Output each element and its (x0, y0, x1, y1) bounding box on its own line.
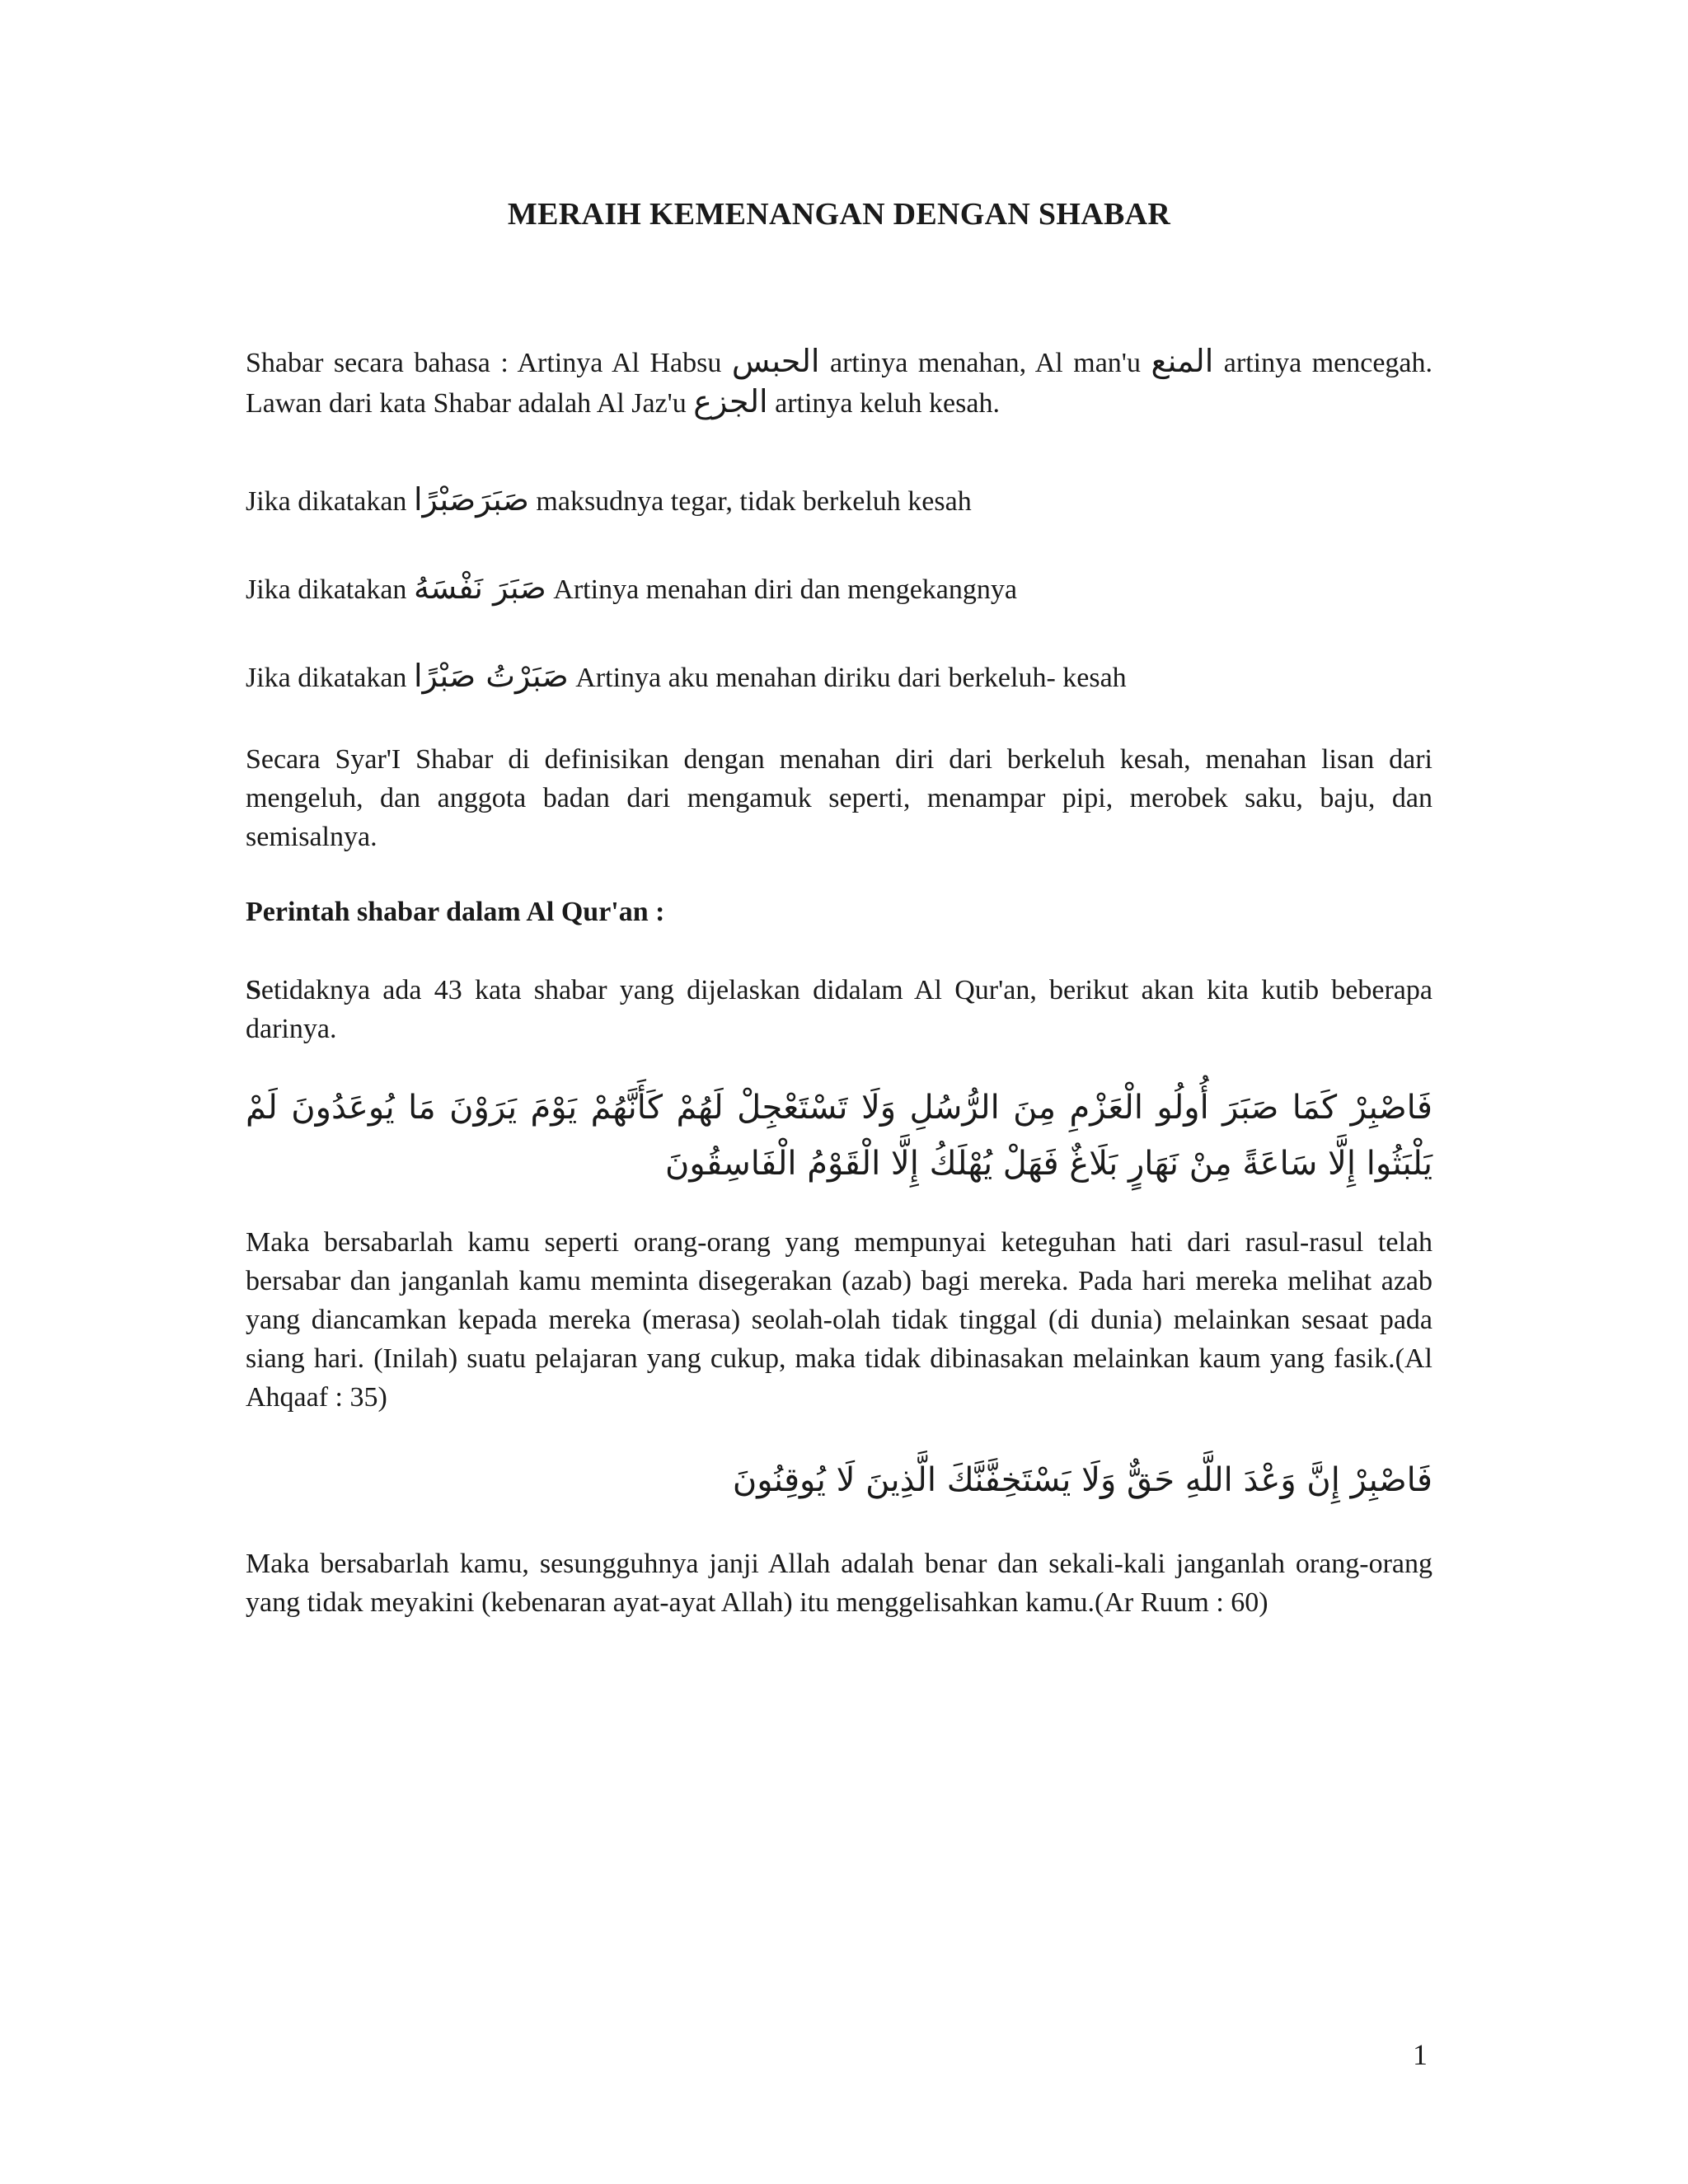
translation-ar-ruum: Maka bersabarlah kamu, sesungguhnya janji Allah adalah benar dan sekali-kali janganlah orang-orang yang tidak meyakini (kebenaran ayat-ayat Allah) itu menggelisahkan kamu.(Ar Ruum : 60) (246, 1549, 1432, 1618)
drop-letter: S (246, 975, 261, 1005)
line-jika-3 (246, 657, 1432, 697)
text-run: Jika dikatakan (246, 663, 414, 693)
line-jika-2 (246, 569, 1432, 609)
arabic-verse-al-ahqaaf: فَاصْبِرْ كَمَا صَبَرَ أُولُو الْعَزْمِ مِنَ الرُّسُلِ وَلَا تَسْتَعْجِلْ لَهُمْ كَأَنَّهُمْ يَوْمَ يَرَوْنَ مَا يُوعَدُونَ لَمْ يَلْبَثُوا إِلَّا سَاعَةً مِنْ نَهَارٍ بَلَاغٌ فَهَلْ يُهْلَكُ إِلَّا الْقَوْمُ الْفَاسِقُونَ (246, 1089, 1432, 1183)
arabic-term-almanu: المنع (1151, 343, 1214, 379)
arabic-verse-ar-ruum: فَاصْبِرْ إِنَّ وَعْدَ اللَّهِ حَقٌّ وَلَا يَسْتَخِفَّنَّكَ الَّذِينَ لَا يُوقِنُونَ (732, 1461, 1432, 1499)
text-run: Artinya menahan diri dan mengekangnya (546, 574, 1017, 605)
translation-al-ahqaaf: Maka bersabarlah kamu seperti orang-orang yang mempunyai keteguhan hati dari rasul-rasul telah bersabar dan janganlah kamu meminta disegerakan (azab) bagi mereka. Pada hari mereka melihat azab yang diancamkan kepada mereka (merasa) seolah-olah tidak tinggal (di dunia) melainkan sesaat pada siang hari. (Inilah) suatu pelajaran yang cukup, maka tidak dibinasakan melainkan kaum yang fasik.(Al Ahqaaf : 35) (246, 1227, 1432, 1413)
text-run: maksudnya tegar, tidak berkeluh kesah (528, 486, 972, 517)
text-run: Jika dikatakan (246, 574, 414, 605)
text-run: Shabar secara bahasa : Artinya Al Habsu (246, 348, 732, 378)
arabic-phrase: صَبَرَ نَفْسَهُ (413, 569, 546, 606)
arabic-phrase: صَبَرْتُ صَبْرًا (413, 658, 569, 694)
page-title: MERAIH KEMENANGAN DENGAN SHABAR (507, 197, 1171, 232)
paragraph-definition-syari: Secara Syar'I Shabar di definisikan dengan menahan diri dari berkeluh kesah, menahan lisan dari mengeluh, dan anggota badan dari mengamuk seperti, menampar pipi, merobek saku, baju, dan semisalnya. (246, 744, 1432, 852)
line-jika-1 (246, 480, 1432, 521)
text-run: artinya menahan, Al man'u (819, 348, 1151, 378)
section-heading: Perintah shabar dalam Al Qur'an : (246, 897, 665, 927)
text-run: Artinya aku menahan diriku dari berkeluh- kesah (568, 663, 1127, 693)
paragraph-definition-language (246, 342, 1432, 423)
text-run: artinya keluh kesah. (767, 388, 1000, 419)
paragraph-intro (246, 971, 1432, 1048)
arabic-term-alhabsu: الحبس (731, 343, 820, 379)
arabic-term-aljazu: الجزع (693, 383, 768, 419)
text-run: artinya mencegah. Lawan dari kata Shabar adalah Al Jaz'u (246, 348, 1433, 419)
text-run: Jika dikatakan (246, 486, 414, 517)
arabic-phrase: صَبَرَصَبْرًا (413, 481, 529, 518)
page-number: 1 (1413, 2038, 1428, 2071)
text-run: etidaknya ada 43 kata shabar yang dijelaskan didalam Al Qur'an, berikut akan kita kutib beberapa darinya. (246, 975, 1432, 1044)
